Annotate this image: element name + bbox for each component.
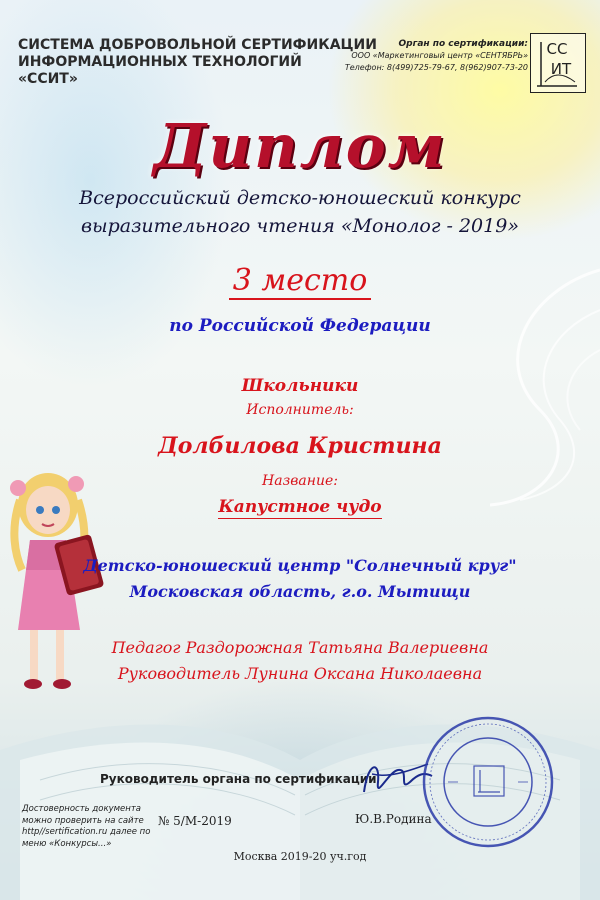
teacher-text: Педагог Раздорожная Татьяна Валериевна [111, 638, 489, 657]
city-year: Москва 2019-20 уч.год [233, 850, 367, 863]
institution-name: Детско-юношеский центр "Солнечный круг" [83, 556, 517, 575]
certification-stamp [418, 712, 558, 852]
contest-line-2: выразительного чтения «Монолог - 2019» [81, 215, 519, 237]
org-line-2: ИНФОРМАЦИОННЫХ ТЕХНОЛОГИЙ [18, 54, 302, 70]
svg-text:СС: СС [546, 40, 568, 58]
location-text: Московская область, г.о. Мытищи [129, 582, 471, 601]
signer-name: Ю.В.Родина [355, 812, 432, 826]
contest-name [60, 184, 540, 240]
document-number: № 5/М-2019 [158, 814, 232, 828]
work-label: Название: [262, 473, 338, 489]
place-award [0, 263, 600, 298]
certification-body-info [318, 38, 528, 74]
cert-body-name: ООО «Маркетинговый центр «СЕНТЯБРЬ» [351, 51, 528, 60]
work-title-row [0, 497, 600, 517]
cert-body-phone: Телефон: 8(499)725-79-67, 8(962)907-73-20 [344, 63, 528, 72]
category-text: Школьники [241, 376, 359, 396]
cert-body-label: Орган по сертификации: [398, 39, 528, 49]
contest-line-1: Всероссийский детско-юношеский конкурс [79, 187, 521, 209]
work-title: Капустное чудо [218, 497, 382, 517]
org-line-3: «ССИТ» [18, 71, 78, 87]
scope-text: по Российской Федерации [169, 316, 431, 336]
performer-name: Долбилова Кристина [158, 433, 442, 459]
svg-text:ИТ: ИТ [550, 60, 572, 78]
org-line-1: СИСТЕМА ДОБРОВОЛЬНОЙ СЕРТИФИКАЦИИ [18, 37, 377, 53]
performer-label: Исполнитель: [246, 402, 354, 418]
verification-note: Достоверность документа можно проверить на сайте http//sertification.ru далее по меню «Конкурсы...» [22, 804, 151, 849]
ssit-logo [530, 33, 586, 93]
place-text: 3 место [229, 263, 372, 300]
supervisor-text: Руководитель Лунина Оксана Николаевна [117, 664, 483, 683]
certification-head-label: Руководитель органа по сертификации [100, 772, 377, 786]
diploma-title: Диплом [153, 112, 447, 182]
